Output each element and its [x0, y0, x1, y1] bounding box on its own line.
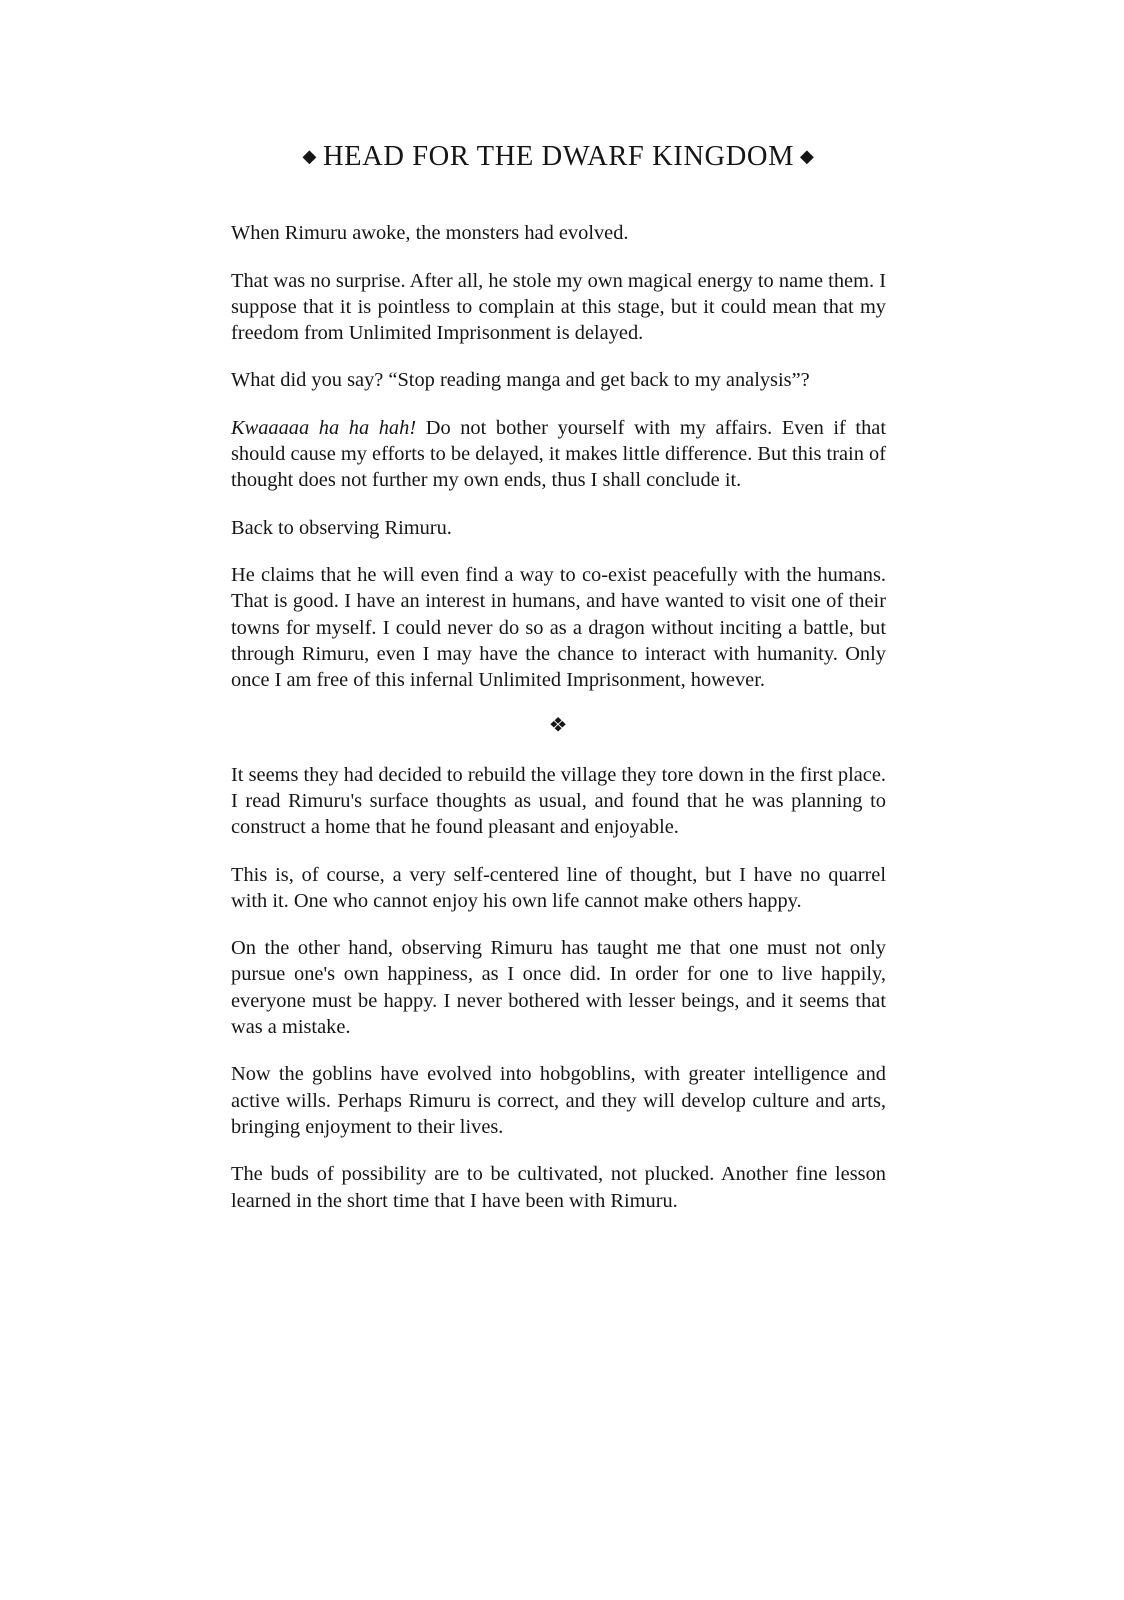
section-divider [231, 715, 886, 736]
paragraph: This is, of course, a very self-centered line of thought, but I have no quarrel with it. One who cannot enjoy his own life cannot make others happy. [231, 863, 886, 912]
italic-paragraph-rest: Do not bother yourself with my affairs. Even if that should cause my efforts to be delayed, it makes little difference. But this train of thought does not further my own ends, thus I shall conclude it. [231, 416, 886, 492]
paragraph: On the other hand, observing Rimuru has taught me that one must not only pursue one's own happiness, as I once did. In order for one to live happily, everyone must be happy. I never bothered with lesser beings, and it seems that was a mistake. [231, 937, 886, 1039]
paragraph: He claims that he will even find a way to co-exist peacefully with the humans. That is good. I have an interest in humans, and have wanted to visit one of their towns for myself. I could never do so as a dragon without inciting a battle, but through Rimuru, even I may have the chance to interact with humanity. Only once I am free of this infernal Unlimited Imprisonment, however. [231, 564, 886, 692]
paragraph: When Rimuru awoke, the monsters had evolved. [231, 222, 629, 245]
paragraph-italic-lead [231, 415, 886, 494]
paragraph: It seems they had decided to rebuild the village they tore down in the first place. I read Rimuru's surface thoughts as usual, and found that he was planning to construct a home that he found pleasant and enjoyable. [231, 763, 886, 839]
diamond-ornament-right-icon: ◆ [800, 146, 815, 166]
chapter-title [231, 140, 886, 174]
chapter-title-text: HEAD FOR THE DWARF KINGDOM [322, 141, 795, 172]
text-column [231, 140, 886, 1214]
diamond-ornament-left-icon: ◆ [302, 146, 317, 166]
paragraph: That was no surprise. After all, he stole my own magical energy to name them. I suppose that it is pointless to complain at this stage, but it could mean that my freedom from Unlimited Imprisonment is delayed. [231, 269, 886, 345]
italic-exclamation: Kwaaaaa ha ha hah! [231, 416, 417, 439]
paragraph: What did you say? “Stop reading manga and get back to my analysis”? [231, 369, 810, 392]
floret-divider-icon: ❖ [548, 713, 569, 736]
paragraph: The buds of possibility are to be cultivated, not plucked. Another fine lesson learned in the short time that I have been with Rimuru. [231, 1163, 886, 1212]
paragraph: Back to observing Rimuru. [231, 516, 452, 539]
paragraph: Now the goblins have evolved into hobgoblins, with greater intelligence and active wills. Perhaps Rimuru is correct, and they will develop culture and arts, bringing enjoyment to their lives. [231, 1063, 886, 1138]
